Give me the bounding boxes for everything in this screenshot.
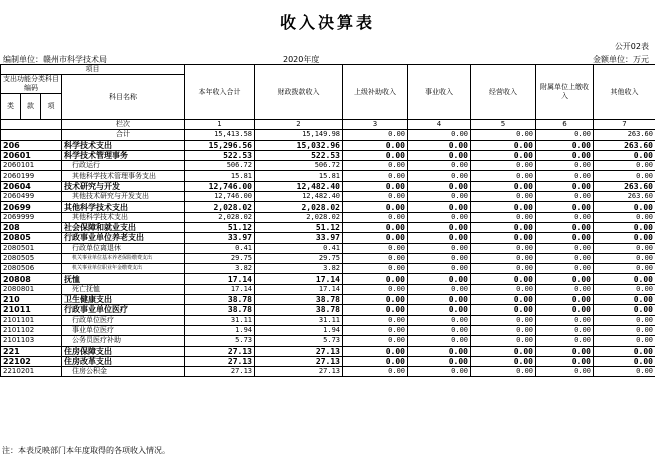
amount-cell: 12,482.40 bbox=[255, 192, 343, 202]
amount-cell: 506.72 bbox=[255, 161, 343, 171]
subject-name: 其他科学技术管理事务支出 bbox=[62, 171, 185, 181]
table-row bbox=[1, 284, 655, 294]
amount-cell: 0.00 bbox=[471, 346, 536, 356]
amount-cell: 0.00 bbox=[343, 202, 408, 212]
subject-name: 行政单位离退休 bbox=[62, 243, 185, 253]
amount-cell: 27.13 bbox=[185, 356, 255, 366]
amount-cell: 2,028.02 bbox=[255, 212, 343, 222]
amount-cell: 0.00 bbox=[343, 336, 408, 346]
table-row bbox=[1, 295, 655, 305]
subject-code: 20808 bbox=[1, 274, 62, 284]
amount-cell: 2,028.02 bbox=[185, 212, 255, 222]
amount-cell: 0.00 bbox=[594, 274, 655, 284]
amount-cell: 0.00 bbox=[536, 212, 594, 222]
amount-cell: 0.00 bbox=[408, 367, 471, 377]
table-row bbox=[1, 305, 655, 315]
amount-cell: 0.00 bbox=[408, 181, 471, 191]
amount-cell: 27.13 bbox=[185, 367, 255, 377]
amount-cell: 0.00 bbox=[536, 150, 594, 160]
subject-name: 行政事业单位医疗 bbox=[62, 305, 185, 315]
amount-cell: 0.00 bbox=[536, 325, 594, 335]
amount-cell: 0.00 bbox=[343, 222, 408, 232]
subject-name-header: 科目名称 bbox=[62, 75, 185, 120]
amount-cell: 263.60 bbox=[594, 181, 655, 191]
amount-cell: 17.14 bbox=[185, 274, 255, 284]
amount-cell: 0.00 bbox=[536, 192, 594, 202]
total-value: 0.00 bbox=[408, 130, 471, 140]
amount-cell: 0.00 bbox=[408, 284, 471, 294]
form-code: 公开02表 bbox=[614, 42, 649, 51]
amount-cell: 0.00 bbox=[536, 233, 594, 243]
amount-cell: 0.00 bbox=[343, 161, 408, 171]
amount-cell: 0.00 bbox=[594, 212, 655, 222]
amount-cell: 0.00 bbox=[471, 315, 536, 325]
amount-cell: 0.00 bbox=[343, 243, 408, 253]
amount-cell: 15,032.96 bbox=[255, 140, 343, 150]
unit-label: 编制单位：赣州市科学技术局 bbox=[3, 55, 107, 64]
subject-name: 事业单位医疗 bbox=[62, 325, 185, 335]
total-value: 15,149.98 bbox=[255, 130, 343, 140]
subject-name: 机关事业单位基本养老保险缴费支出 bbox=[62, 253, 185, 263]
amount-cell: 38.78 bbox=[255, 295, 343, 305]
amount-cell: 0.00 bbox=[594, 325, 655, 335]
total-value: 0.00 bbox=[471, 130, 536, 140]
amount-cell: 0.00 bbox=[408, 161, 471, 171]
amount-cell: 0.00 bbox=[536, 243, 594, 253]
subject-code: 2060199 bbox=[1, 171, 62, 181]
table-row bbox=[1, 233, 655, 243]
amount-cell: 0.00 bbox=[536, 140, 594, 150]
amount-cell: 0.00 bbox=[471, 181, 536, 191]
subject-code: 2080501 bbox=[1, 243, 62, 253]
subject-name: 公务员医疗补助 bbox=[62, 336, 185, 346]
amount-cell: 29.75 bbox=[185, 253, 255, 263]
amount-cell: 0.00 bbox=[343, 274, 408, 284]
subject-code: 20699 bbox=[1, 202, 62, 212]
xiang-header: 项 bbox=[41, 94, 62, 120]
amount-cell: 0.00 bbox=[536, 315, 594, 325]
amount-cell: 12,482.40 bbox=[255, 181, 343, 191]
amount-cell: 263.60 bbox=[594, 192, 655, 202]
subject-code: 2101101 bbox=[1, 315, 62, 325]
amount-cell: 12,746.00 bbox=[185, 181, 255, 191]
total-value: 0.00 bbox=[343, 130, 408, 140]
currency-label: 金额单位：万元 bbox=[593, 55, 649, 64]
amount-cell: 31.11 bbox=[185, 315, 255, 325]
amount-cell: 2,028.02 bbox=[185, 202, 255, 212]
subject-code: 208 bbox=[1, 222, 62, 232]
amount-cell: 0.00 bbox=[536, 222, 594, 232]
page-title: 收入决算表 bbox=[279, 13, 375, 32]
amount-cell: 0.00 bbox=[471, 192, 536, 202]
amount-cell: 0.00 bbox=[408, 315, 471, 325]
amount-cell: 0.00 bbox=[471, 161, 536, 171]
table-row bbox=[1, 140, 655, 150]
subject-name: 住房改革支出 bbox=[62, 356, 185, 366]
amount-cell: 0.00 bbox=[471, 253, 536, 263]
amount-cell: 0.00 bbox=[343, 150, 408, 160]
subject-name: 行政运行 bbox=[62, 161, 185, 171]
amount-cell: 15.81 bbox=[255, 171, 343, 181]
amount-cell: 1.94 bbox=[185, 325, 255, 335]
subject-name: 住房保障支出 bbox=[62, 346, 185, 356]
amount-cell: 0.00 bbox=[536, 356, 594, 366]
amount-cell: 0.00 bbox=[594, 284, 655, 294]
subject-name: 机关事业单位职业年金缴费支出 bbox=[62, 264, 185, 274]
amount-cell: 12,746.00 bbox=[185, 192, 255, 202]
amount-cell: 0.00 bbox=[343, 181, 408, 191]
table-row bbox=[1, 264, 655, 274]
subject-name: 其他技术研究与开发支出 bbox=[62, 192, 185, 202]
amount-cell: 0.00 bbox=[343, 233, 408, 243]
col-header: 本年收入合计 bbox=[185, 65, 255, 120]
amount-cell: 0.00 bbox=[471, 202, 536, 212]
table-row bbox=[1, 336, 655, 346]
amount-cell: 0.00 bbox=[594, 367, 655, 377]
total-value: 263.60 bbox=[594, 130, 655, 140]
amount-cell: 17.14 bbox=[255, 284, 343, 294]
total-value: 15,413.58 bbox=[185, 130, 255, 140]
amount-cell: 15,296.56 bbox=[185, 140, 255, 150]
amount-cell: 0.00 bbox=[408, 305, 471, 315]
subject-code: 20604 bbox=[1, 181, 62, 191]
subject-name: 科学技术管理事务 bbox=[62, 150, 185, 160]
amount-cell: 0.00 bbox=[408, 264, 471, 274]
amount-cell: 0.00 bbox=[343, 171, 408, 181]
amount-cell: 0.00 bbox=[594, 356, 655, 366]
subject-name: 抚恤 bbox=[62, 274, 185, 284]
table-row bbox=[1, 315, 655, 325]
amount-cell: 5.73 bbox=[185, 336, 255, 346]
amount-cell: 0.00 bbox=[594, 305, 655, 315]
subject-code: 22102 bbox=[1, 356, 62, 366]
amount-cell: 0.00 bbox=[536, 336, 594, 346]
amount-cell: 0.00 bbox=[408, 325, 471, 335]
project-header: 项目 bbox=[1, 65, 185, 75]
amount-cell: 5.73 bbox=[255, 336, 343, 346]
amount-cell: 0.00 bbox=[594, 243, 655, 253]
col-number: 4 bbox=[408, 120, 471, 130]
revenue-table bbox=[0, 64, 655, 377]
amount-cell: 0.00 bbox=[408, 356, 471, 366]
amount-cell: 0.00 bbox=[408, 222, 471, 232]
subject-name: 住房公积金 bbox=[62, 367, 185, 377]
amount-cell: 0.00 bbox=[471, 171, 536, 181]
amount-cell: 33.97 bbox=[255, 233, 343, 243]
amount-cell: 0.00 bbox=[594, 336, 655, 346]
amount-cell: 0.00 bbox=[343, 192, 408, 202]
subject-name: 死亡抚恤 bbox=[62, 284, 185, 294]
subject-code: 2060499 bbox=[1, 192, 62, 202]
amount-cell: 0.00 bbox=[594, 315, 655, 325]
amount-cell: 0.00 bbox=[536, 305, 594, 315]
amount-cell: 0.00 bbox=[343, 367, 408, 377]
amount-cell: 0.00 bbox=[471, 140, 536, 150]
subject-name: 其他科学技术支出 bbox=[62, 202, 185, 212]
col-header: 财政拨款收入 bbox=[255, 65, 343, 120]
amount-cell: 3.82 bbox=[255, 264, 343, 274]
table-row bbox=[1, 367, 655, 377]
total-value: 0.00 bbox=[536, 130, 594, 140]
amount-cell: 38.78 bbox=[185, 305, 255, 315]
subject-code: 2101103 bbox=[1, 336, 62, 346]
amount-cell: 0.00 bbox=[536, 367, 594, 377]
amount-cell: 0.00 bbox=[594, 233, 655, 243]
amount-cell: 0.00 bbox=[536, 253, 594, 263]
amount-cell: 0.00 bbox=[408, 336, 471, 346]
amount-cell: 0.00 bbox=[408, 192, 471, 202]
table-row bbox=[1, 325, 655, 335]
subject-name: 卫生健康支出 bbox=[62, 295, 185, 305]
amount-cell: 51.12 bbox=[185, 222, 255, 232]
col-header: 经营收入 bbox=[471, 65, 536, 120]
col-header: 其他收入 bbox=[594, 65, 655, 120]
amount-cell: 0.00 bbox=[408, 212, 471, 222]
total-label: 合计 bbox=[62, 130, 185, 140]
amount-cell: 0.00 bbox=[471, 336, 536, 346]
table-row bbox=[1, 222, 655, 232]
amount-cell: 0.00 bbox=[536, 161, 594, 171]
subject-name: 社会保障和就业支出 bbox=[62, 222, 185, 232]
amount-cell: 0.00 bbox=[343, 140, 408, 150]
subject-code: 21011 bbox=[1, 305, 62, 315]
lei-header: 类 bbox=[1, 94, 21, 120]
subject-name: 其他科学技术支出 bbox=[62, 212, 185, 222]
table-row bbox=[1, 212, 655, 222]
amount-cell: 0.00 bbox=[471, 222, 536, 232]
subject-code: 2080505 bbox=[1, 253, 62, 263]
amount-cell: 27.13 bbox=[255, 356, 343, 366]
amount-cell: 51.12 bbox=[255, 222, 343, 232]
col-number: 5 bbox=[471, 120, 536, 130]
table-row bbox=[1, 346, 655, 356]
amount-cell: 27.13 bbox=[255, 346, 343, 356]
amount-cell: 0.00 bbox=[471, 212, 536, 222]
amount-cell: 0.00 bbox=[471, 264, 536, 274]
amount-cell: 0.00 bbox=[536, 171, 594, 181]
table-row bbox=[1, 150, 655, 160]
amount-cell: 0.00 bbox=[343, 346, 408, 356]
table-row bbox=[1, 356, 655, 366]
amount-cell: 0.00 bbox=[408, 171, 471, 181]
amount-cell: 0.00 bbox=[471, 243, 536, 253]
amount-cell: 17.14 bbox=[255, 274, 343, 284]
line-label: 栏次 bbox=[62, 120, 185, 130]
amount-cell: 0.00 bbox=[471, 274, 536, 284]
table-row bbox=[1, 161, 655, 171]
year-label: 2020年度 bbox=[283, 55, 320, 64]
table-row bbox=[1, 202, 655, 212]
subject-name: 科学技术支出 bbox=[62, 140, 185, 150]
amount-cell: 17.14 bbox=[185, 284, 255, 294]
col-header: 附属单位上缴收入 bbox=[536, 65, 594, 120]
amount-cell: 0.00 bbox=[594, 346, 655, 356]
amount-cell: 0.00 bbox=[536, 202, 594, 212]
amount-cell: 0.00 bbox=[343, 264, 408, 274]
amount-cell: 0.00 bbox=[536, 295, 594, 305]
subject-name: 行政事业单位养老支出 bbox=[62, 233, 185, 243]
amount-cell: 38.78 bbox=[255, 305, 343, 315]
amount-cell: 522.53 bbox=[255, 150, 343, 160]
amount-cell: 0.00 bbox=[594, 222, 655, 232]
amount-cell: 29.75 bbox=[255, 253, 343, 263]
amount-cell: 0.00 bbox=[594, 253, 655, 263]
amount-cell: 0.00 bbox=[471, 295, 536, 305]
amount-cell: 0.00 bbox=[536, 284, 594, 294]
amount-cell: 33.97 bbox=[185, 233, 255, 243]
subject-code: 2080801 bbox=[1, 284, 62, 294]
amount-cell: 0.00 bbox=[536, 181, 594, 191]
table-row bbox=[1, 243, 655, 253]
col-number: 7 bbox=[594, 120, 655, 130]
amount-cell: 0.00 bbox=[343, 356, 408, 366]
amount-cell: 0.00 bbox=[343, 305, 408, 315]
subject-name: 技术研究与开发 bbox=[62, 181, 185, 191]
footnote: 注：本表反映部门本年度取得的各项收入情况。 bbox=[2, 446, 170, 455]
amount-cell: 0.00 bbox=[471, 325, 536, 335]
subject-code: 2069999 bbox=[1, 212, 62, 222]
amount-cell: 0.00 bbox=[471, 305, 536, 315]
amount-cell: 0.00 bbox=[408, 202, 471, 212]
amount-cell: 0.00 bbox=[343, 315, 408, 325]
amount-cell: 0.00 bbox=[594, 161, 655, 171]
amount-cell: 0.00 bbox=[536, 274, 594, 284]
subject-name: 行政单位医疗 bbox=[62, 315, 185, 325]
amount-cell: 0.00 bbox=[408, 140, 471, 150]
subject-code: 20805 bbox=[1, 233, 62, 243]
amount-cell: 0.00 bbox=[343, 253, 408, 263]
col-header: 上级补助收入 bbox=[343, 65, 408, 120]
amount-cell: 0.00 bbox=[594, 150, 655, 160]
amount-cell: 0.41 bbox=[185, 243, 255, 253]
kuan-header: 款 bbox=[21, 94, 41, 120]
col-number: 1 bbox=[185, 120, 255, 130]
subject-code: 210 bbox=[1, 295, 62, 305]
col-number: 6 bbox=[536, 120, 594, 130]
amount-cell: 2,028.02 bbox=[255, 202, 343, 212]
amount-cell: 0.00 bbox=[408, 274, 471, 284]
amount-cell: 0.00 bbox=[471, 284, 536, 294]
subject-code: 221 bbox=[1, 346, 62, 356]
amount-cell: 0.00 bbox=[408, 253, 471, 263]
table-row bbox=[1, 171, 655, 181]
amount-cell: 27.13 bbox=[185, 346, 255, 356]
table-row bbox=[1, 192, 655, 202]
col-number: 3 bbox=[343, 120, 408, 130]
subject-code: 2060101 bbox=[1, 161, 62, 171]
amount-cell: 0.00 bbox=[594, 264, 655, 274]
amount-cell: 0.00 bbox=[408, 150, 471, 160]
amount-cell: 0.00 bbox=[594, 202, 655, 212]
col-header: 事业收入 bbox=[408, 65, 471, 120]
amount-cell: 0.00 bbox=[408, 295, 471, 305]
amount-cell: 38.78 bbox=[185, 295, 255, 305]
amount-cell: 1.94 bbox=[255, 325, 343, 335]
amount-cell: 27.13 bbox=[255, 367, 343, 377]
amount-cell: 0.00 bbox=[343, 295, 408, 305]
total-row bbox=[1, 130, 655, 140]
amount-cell: 0.00 bbox=[408, 243, 471, 253]
amount-cell: 263.60 bbox=[594, 140, 655, 150]
subject-code: 206 bbox=[1, 140, 62, 150]
amount-cell: 0.00 bbox=[594, 295, 655, 305]
amount-cell: 0.00 bbox=[343, 325, 408, 335]
col-number: 2 bbox=[255, 120, 343, 130]
amount-cell: 0.00 bbox=[471, 233, 536, 243]
amount-cell: 3.82 bbox=[185, 264, 255, 274]
table-row bbox=[1, 274, 655, 284]
amount-cell: 0.00 bbox=[536, 264, 594, 274]
table-row bbox=[1, 253, 655, 263]
amount-cell: 0.00 bbox=[408, 233, 471, 243]
table-row bbox=[1, 181, 655, 191]
amount-cell: 0.00 bbox=[471, 367, 536, 377]
amount-cell: 506.72 bbox=[185, 161, 255, 171]
amount-cell: 0.41 bbox=[255, 243, 343, 253]
amount-cell: 0.00 bbox=[594, 171, 655, 181]
amount-cell: 0.00 bbox=[408, 346, 471, 356]
amount-cell: 0.00 bbox=[471, 150, 536, 160]
code-header: 支出功能分类科目编码 bbox=[1, 75, 62, 94]
amount-cell: 0.00 bbox=[343, 212, 408, 222]
subject-code: 2210201 bbox=[1, 367, 62, 377]
amount-cell: 0.00 bbox=[536, 346, 594, 356]
amount-cell: 522.53 bbox=[185, 150, 255, 160]
amount-cell: 31.11 bbox=[255, 315, 343, 325]
subject-code: 20601 bbox=[1, 150, 62, 160]
amount-cell: 0.00 bbox=[471, 356, 536, 366]
subject-code: 2080506 bbox=[1, 264, 62, 274]
subject-code: 2101102 bbox=[1, 325, 62, 335]
amount-cell: 0.00 bbox=[343, 284, 408, 294]
header-row-1 bbox=[1, 65, 655, 75]
amount-cell: 15.81 bbox=[185, 171, 255, 181]
line-number-row bbox=[1, 120, 655, 130]
